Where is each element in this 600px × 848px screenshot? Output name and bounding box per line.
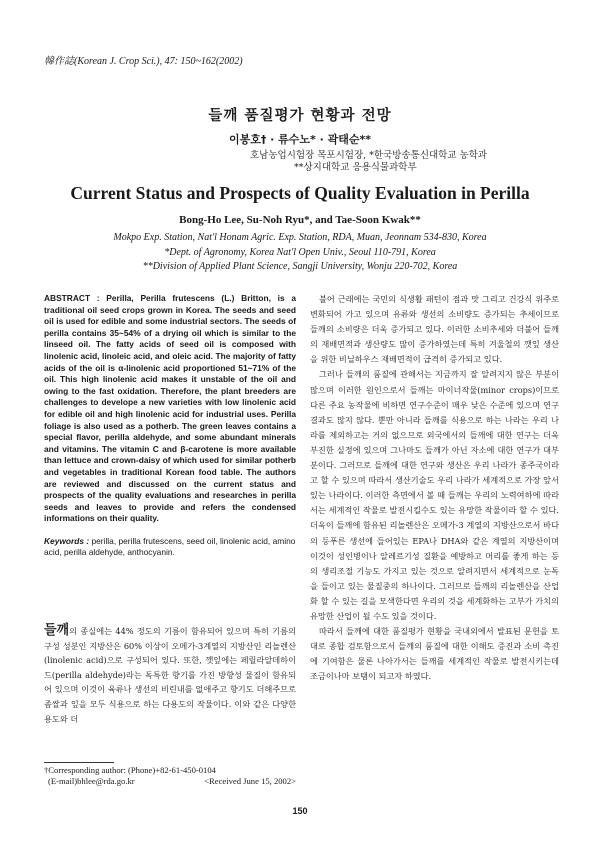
english-authors: Bong-Ho Lee, Su-Noh Ryu*, and Tae-Soon Kwak**	[179, 214, 421, 226]
keywords	[44, 536, 296, 559]
footnote-line-corresponding: †Corresponding author: (Phone)+82-61-450-0104	[44, 765, 216, 775]
footnote-divider	[44, 762, 114, 763]
abstract: ABSTRACT : Perilla, Perilla frutescens (L.) Britton, is a traditional oil seed crops grown in Korea. The seeds and seed oil is used for edible and some industrial sectors. The seeds of perilla contains 35~54% of a drying oil which is similar to the linseed oil. The fatty acids of seed oil is composed with linolenic acid, linoleic acid, and oleic acid. The majority of fatty acids of the oil is α-linolenic acid proportioned 51~71% of the oil. This high linolenic acid makes it unstable of the oil and owing to the fast oxidation. Therefore, the plant breeders are challenges to develope a new varieties with low linolenic acid for edible oil and high linolenic acid for industrial uses. Perilla foliage is also used as a potherb. The green leaves contains a special flavor, perilla aldehyde, and some abundant minerals and vitamins. The vitamin C and β-carotene is more available than lettuce and crown-daisy of which used for similar potherb and vegetables in traditional Korean food table. The authors are reviewed and discussed on the current status and prospects of the quality evaluations and researches in perilla seeds and leaves to provide and refers the condensed informations on their quality.	[44, 293, 296, 524]
left-column	[44, 293, 296, 559]
dropcap-word: 들깨	[44, 623, 70, 638]
korean-affiliation-line: **상지대학교 응용식물과학부	[294, 162, 417, 173]
english-affiliation-line: **Division of Applied Plant Science, Sangji University, Wonju 220-702, Korea	[142, 261, 458, 272]
korean-affiliations	[250, 150, 500, 174]
right-paragraph: 따라서 들깨에 대한 품질평가 현황을 국내외에서 발표된 문헌을 토대로 종합 검토함으로서 들깨의 품질에 대한 이해도 증진과 소비 촉진에 기여함은 물론 나아가서는 들깨를 세계적인 작물로 발전시키는데 조금이나마 보탬이 되고자 하였다.	[310, 626, 559, 682]
page-number: 150	[292, 806, 308, 816]
korean-title: 들깨 품질평가 현황과 전망	[208, 108, 392, 124]
footnote-received-date: <Received June 15, 2002>	[204, 776, 296, 786]
right-paragraph: 불어 근래에는 국민의 식생활 패턴이 점과 맛 그리고 건강식 위주로 변화되어 가고 있으며 유류와 생선의 소비량도 증가되는 추세이므로 들깨의 소비량은 더욱 증가되고 있다. 이러한 소비추세와 더불어 들깨의 재배면적과 생산량도 많이 증가하였는데 특히 겨울철의 깻잎 생산을 위한 비닐하우스 재배면적이 급격히 증가되고 있다.	[310, 294, 559, 365]
english-affiliations	[0, 231, 600, 275]
left-body-paragraph: 의 종실에는 44% 정도의 기름이 함유되어 있으며 특히 기름의 구성 성분인 지방산은 60% 이상이 오메가-3계열의 지방산인 리놀렌산(linolenic acid)으로 구성되어 있다. 또한, 깻잎에는 페릴라알데하이드(perilla aldehyde)라는 독특한 향기를 가진 방향성 물질이 함유되어 있으며 이것이 육류나 생선의 비린내를 없애주고 향기도 더해주므로 좀쌀과 잎을 모두 식용으로 하는 다용도의 작물이다. 이와 같은 다양한 용도와 더	[44, 626, 296, 724]
right-column	[310, 292, 559, 684]
english-affiliation-line: *Dept. of Agronomy, Korea Nat'l Open Univ., Seoul 110-791, Korea	[164, 246, 436, 258]
english-affiliation-line: Mokpo Exp. Station, Nat'l Honam Agric. Exp. Station, RDA, Muan, Jeonnam 534-830, Korea	[113, 232, 487, 243]
footnote	[44, 765, 296, 787]
keywords-text: perilla, perilla frutescens, seed oil, linolenic acid, amino acid, perilla aldehyde, anthocyanin.	[44, 535, 296, 558]
korean-authors: 이봉호† · 류수노* · 곽태순**	[228, 133, 372, 146]
footnote-line-email	[44, 776, 296, 787]
journal-reference: 韓作誌(Korean J. Crop Sci.), 47: 150~162(2002)	[44, 56, 243, 67]
keywords-label: Keywords :	[44, 535, 90, 546]
right-paragraph: 그러나 들깨의 품질에 관해서는 지금까지 잘 알려지지 않은 부분이 많으며 이러한 원인으로서 들깨는 마이너작물(minor crops)이므로 다른 주요 농작물에 비하면 연구수준이 매우 낮은 수준에 있으며 연구결과도 많지 않다. 뿐만 아니라 들깨를 식용으로 하는 나라는 우리 나라를 제외하고는 거의 없으므로 외국에서의 들깨에 대한 연구는 더욱 부진한 실정에 있으며 그나마도 들깨가 아닌 자소에 대한 연구가 대부분이다. 그러므로 들깨에 대한 연구와 생산은 우리 나라가 종주국이라고 할 수 있으며 따라서 생산기술도 우리 나라가 세계적으로 가장 앞서 있는 나라이다. 이러한 측면에서 볼 때 들깨는 우리의 노력여하에 따라서는 세계적인 작물로 발전시킬수도 있는 유망한 작물이라 할 수 있다. 더욱이 들깨에 함유된 리놀렌산은 오메가-3 계열의 지방산으로서 바다의 등푸른 생선에 들어있는 EPA나 DHA와 같은 계열의 지방산이며 이것이 성인병이나 알레르기성 질환을 예방하고 머리를 좋게 하는 등의 생리조절 기능도 가지고 있는 것으로 알려지면서 세계적으로 눈독을 들이고 있는 물질중의 하나이다. 그러므로 들깨의 리놀렌산을 산업화 할 수 있는 길을 모색한다면 우리의 것을 세계화하는 고부가 가치의 유망한 산업이 될 수도 있을 것이다.	[310, 369, 559, 621]
footnote-email: (E-mail)bhlee@rda.go.kr	[48, 776, 135, 786]
left-body-text	[44, 624, 296, 726]
english-title: Current Status and Prospects of Quality Evaluation in Perilla	[70, 183, 530, 203]
korean-affiliation-line: 호남농업시험장 목포시험장, *한국방송통신대학교 농학과	[250, 150, 488, 161]
